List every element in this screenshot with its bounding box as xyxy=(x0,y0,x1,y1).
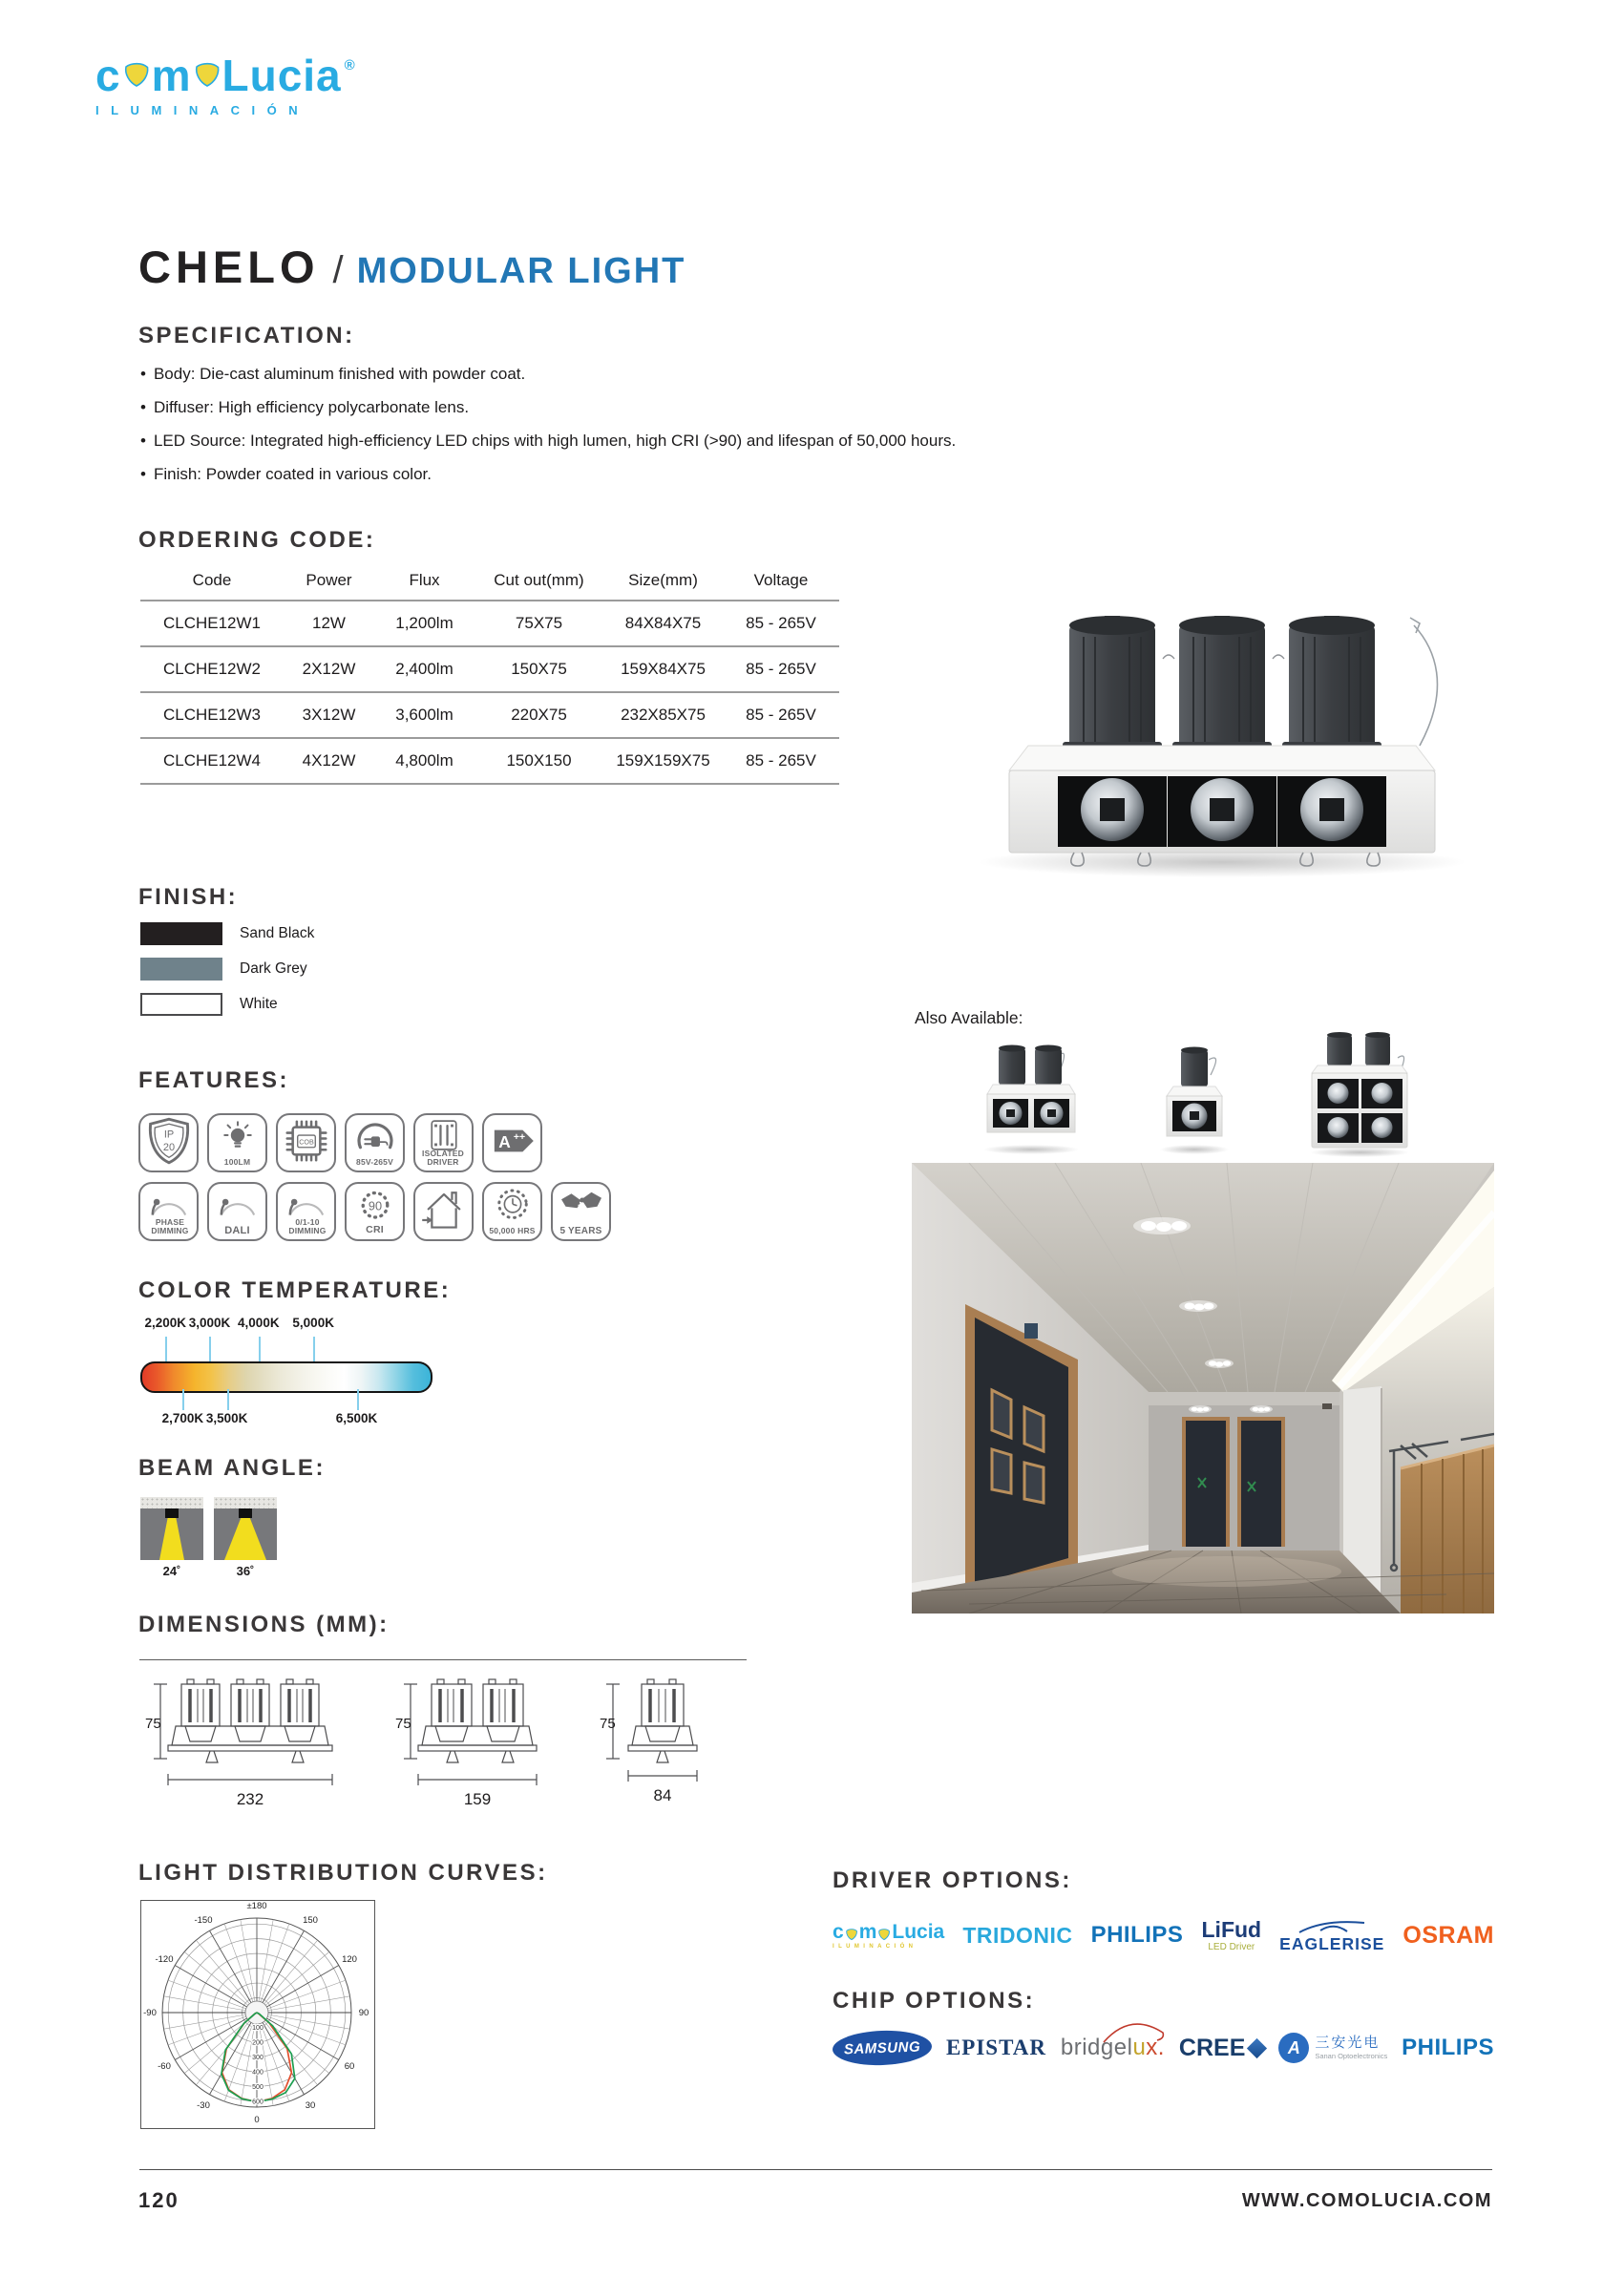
cell: 2,400lm xyxy=(374,646,475,692)
ct-tick xyxy=(227,1389,229,1410)
logo-triangle-icon xyxy=(845,1928,858,1941)
bullet-icon: • xyxy=(140,365,146,383)
product-photo-2-module xyxy=(976,1041,1086,1157)
bullet-icon: • xyxy=(140,432,146,450)
feature-energy-class xyxy=(482,1113,542,1172)
feature-phase-dimming xyxy=(138,1182,199,1241)
cell: 3,600lm xyxy=(374,692,475,738)
ct-label: 2,700K xyxy=(161,1411,204,1425)
ordering-code-heading: ORDERING CODE: xyxy=(138,527,376,553)
logo-letter: c xyxy=(95,51,121,100)
cell: 159X159X75 xyxy=(603,738,723,784)
lifespan-clock-icon xyxy=(495,1188,531,1222)
cell: 4X12W xyxy=(284,738,374,784)
cell: 84X84X75 xyxy=(603,601,723,646)
ct-label: 4,000K xyxy=(238,1316,280,1330)
logo-word: CREE xyxy=(1178,2034,1246,2061)
feature-100lm xyxy=(207,1113,267,1172)
color-temperature-heading: COLOR TEMPERATURE: xyxy=(138,1277,452,1303)
features-row-2 xyxy=(138,1182,611,1241)
spec-text: LED Source: Integrated high-efficiency LED chips with high lumen, high CRI (>90) and lifespan of 50,000 hours. xyxy=(153,432,957,450)
samsung-logo xyxy=(832,2029,932,2067)
polar-chart xyxy=(141,1901,373,2127)
table-header-row xyxy=(140,565,839,601)
col-flux: Flux xyxy=(409,571,440,589)
beam-tile-36 xyxy=(214,1497,277,1578)
cell: 12W xyxy=(284,601,374,646)
dimming-dial-icon xyxy=(285,1188,328,1216)
svg-text:IP: IP xyxy=(163,1128,174,1141)
col-voltage: Voltage xyxy=(753,571,809,589)
lifud-logo xyxy=(1201,1916,1262,1952)
logo-letter: Lucia xyxy=(892,1920,945,1943)
swatch-row xyxy=(140,922,314,945)
svg-text:120: 120 xyxy=(342,1954,357,1965)
website-url: WWW.COMOLUCIA.COM xyxy=(1241,2190,1492,2211)
cell: CLCHE12W3 xyxy=(140,692,284,738)
philips-logo: PHILIPS xyxy=(1402,2035,1494,2060)
logo-letter: c xyxy=(833,1920,844,1943)
swatch-row xyxy=(140,958,314,981)
swatch-white xyxy=(140,993,222,1016)
feature-label: PHASE DIMMING xyxy=(151,1216,189,1236)
cree-logo xyxy=(1179,2035,1264,2062)
svg-text:75: 75 xyxy=(395,1716,411,1732)
beam-angle-tiles xyxy=(140,1497,277,1578)
svg-text:++: ++ xyxy=(513,1132,525,1144)
feature-lifespan xyxy=(482,1182,542,1241)
ceiling-strip xyxy=(140,1497,203,1508)
ct-tick xyxy=(259,1337,261,1361)
cell: CLCHE12W1 xyxy=(140,601,284,646)
ct-tick xyxy=(357,1389,359,1410)
spec-text: Finish: Powder coated in various color. xyxy=(153,465,432,483)
cell: 150X150 xyxy=(475,738,603,784)
philips-logo: PHILIPS xyxy=(1090,1922,1184,1948)
comolucia-logo xyxy=(833,1922,944,1950)
product-photo-3-module xyxy=(969,568,1480,888)
swatch-sand-black xyxy=(140,922,222,945)
logo-word: SAMSUNG xyxy=(843,2038,921,2057)
drawing-1-module xyxy=(600,1673,728,1816)
finish-heading: FINISH: xyxy=(138,884,239,910)
specification-heading: SPECIFICATION: xyxy=(138,323,355,348)
feature-label: 50,000 HRS xyxy=(489,1226,536,1236)
feature-label: 85V-265V xyxy=(356,1157,393,1168)
cell: CLCHE12W2 xyxy=(140,646,284,692)
dimensions-heading: DIMENSIONS (MM): xyxy=(138,1612,390,1637)
feature-label: DALI xyxy=(224,1224,250,1236)
ip20-shield-icon xyxy=(143,1115,195,1167)
svg-text:300: 300 xyxy=(252,2054,264,2061)
also-available-label: Also Available: xyxy=(915,1008,1023,1027)
svg-text:20: 20 xyxy=(162,1142,175,1154)
svg-text:90: 90 xyxy=(368,1198,382,1213)
feature-dali xyxy=(207,1182,267,1241)
svg-text:30: 30 xyxy=(305,2099,316,2111)
dimensions-rule xyxy=(139,1659,747,1660)
logo-letter: m xyxy=(858,1920,877,1943)
table-row xyxy=(140,692,839,738)
col-cutout: Cut out(mm) xyxy=(494,571,584,589)
cell: 1,200lm xyxy=(374,601,475,646)
drawing-3-module xyxy=(143,1673,363,1816)
logo-letter: m xyxy=(151,51,192,100)
cell: 2X12W xyxy=(284,646,374,692)
spec-text: Body: Die-cast aluminum finished with powder coat. xyxy=(153,365,526,383)
cell: 3X12W xyxy=(284,692,374,738)
logo-letter: Lucia xyxy=(221,51,342,100)
indoor-house-icon xyxy=(418,1184,470,1235)
ct-label: 3,500K xyxy=(205,1411,248,1425)
svg-text:-150: -150 xyxy=(194,1915,213,1927)
svg-text:84: 84 xyxy=(653,1786,672,1804)
logo-part: u xyxy=(1132,2035,1147,2060)
col-size: Size(mm) xyxy=(628,571,698,589)
energy-class-icon xyxy=(486,1115,539,1167)
svg-text:100: 100 xyxy=(252,2024,264,2032)
svg-text:COB: COB xyxy=(298,1138,314,1147)
ct-tick xyxy=(182,1389,184,1410)
table-row xyxy=(140,738,839,784)
light-distribution-chart xyxy=(140,1900,375,2129)
cell: 85 - 265V xyxy=(723,646,839,692)
tridonic-logo: TRIDONIC xyxy=(962,1922,1073,1948)
eaglerise-logo xyxy=(1279,1917,1384,1954)
col-code: Code xyxy=(192,571,232,589)
ct-label: 2,200K xyxy=(144,1316,187,1330)
lumen-bulb-icon xyxy=(218,1119,258,1155)
spec-bullet xyxy=(140,365,956,384)
feature-voltage xyxy=(345,1113,405,1172)
cell: 4,800lm xyxy=(374,738,475,784)
cell: CLCHE12W4 xyxy=(140,738,284,784)
product-photo-4-module xyxy=(1298,1031,1421,1159)
beam-scene xyxy=(140,1497,203,1560)
beam-tile-24 xyxy=(140,1497,203,1578)
table-row xyxy=(140,601,839,646)
ct-tick xyxy=(165,1337,167,1361)
swatch-label: White xyxy=(240,996,278,1012)
swatch-label: Sand Black xyxy=(240,925,315,941)
swatch-label: Dark Grey xyxy=(240,960,307,977)
svg-text:-60: -60 xyxy=(158,2061,171,2072)
svg-text:60: 60 xyxy=(344,2061,355,2072)
sanan-circle-icon: A xyxy=(1278,2033,1309,2063)
svg-text:232: 232 xyxy=(236,1790,264,1808)
svg-text:-30: -30 xyxy=(197,2099,210,2111)
svg-text:500: 500 xyxy=(252,2083,264,2091)
feature-0-1-10-dimming xyxy=(276,1182,336,1241)
ceiling-strip xyxy=(214,1497,277,1508)
cell: 220X75 xyxy=(475,692,603,738)
bridgelux-logo xyxy=(1061,2035,1165,2061)
logo-tagline: ILUMINACIÓN xyxy=(833,1943,917,1950)
footer-rule xyxy=(139,2169,1492,2170)
light-distribution-heading: LIGHT DISTRIBUTION CURVES: xyxy=(138,1860,548,1886)
page-number: 120 xyxy=(138,2188,179,2212)
cri-icon xyxy=(355,1188,395,1224)
product-name: CHELO xyxy=(138,242,320,292)
feature-cob xyxy=(276,1113,336,1172)
logo-triangle-icon xyxy=(877,1928,891,1941)
cree-diamond-icon xyxy=(1247,2037,1267,2057)
spec-bullet xyxy=(140,398,956,417)
svg-text:-90: -90 xyxy=(143,2008,157,2018)
chip-options-heading: CHIP OPTIONS: xyxy=(833,1988,1036,2014)
spec-bullet xyxy=(140,432,956,451)
finish-swatches xyxy=(140,922,314,1028)
ct-tick xyxy=(313,1337,315,1361)
ct-label: 5,000K xyxy=(292,1316,334,1330)
chip-logos-row xyxy=(833,2024,1494,2072)
logo-part: l xyxy=(1127,2035,1133,2060)
product-photo-1-module xyxy=(1155,1043,1234,1157)
fixture-square xyxy=(165,1508,179,1518)
ordering-table xyxy=(140,565,839,785)
ct-label: 6,500K xyxy=(335,1411,378,1425)
svg-text:-120: -120 xyxy=(155,1954,174,1965)
svg-text:90: 90 xyxy=(358,2008,369,2018)
feature-label: 5 YEARS xyxy=(559,1225,602,1236)
spec-text: Diffuser: High efficiency polycarbonate lens. xyxy=(153,398,470,416)
driver-logos-row xyxy=(833,1908,1494,1963)
isolated-driver-icon xyxy=(428,1119,460,1151)
eagle-swoosh-icon xyxy=(1296,1917,1368,1934)
dimension-drawings xyxy=(143,1673,728,1816)
bullet-icon: • xyxy=(140,465,146,483)
logo-word: LiFud xyxy=(1201,1916,1262,1942)
drawing-2-module xyxy=(395,1673,567,1816)
features-row-1 xyxy=(138,1113,542,1172)
driver-options-heading: DRIVER OPTIONS: xyxy=(833,1867,1072,1893)
svg-text:A: A xyxy=(497,1131,511,1151)
feature-ip20 xyxy=(138,1113,199,1172)
svg-text:75: 75 xyxy=(145,1716,161,1732)
osram-logo: OSRAM xyxy=(1403,1921,1494,1949)
page-title xyxy=(138,241,685,293)
ct-label: 3,000K xyxy=(188,1316,231,1330)
cob-chip-icon xyxy=(281,1115,332,1167)
logo-part: bridge xyxy=(1060,2035,1128,2060)
svg-text:0: 0 xyxy=(254,2115,260,2125)
svg-text:±180: ±180 xyxy=(246,1901,267,1911)
brand-logo xyxy=(95,52,356,117)
swatch-row xyxy=(140,993,314,1016)
ct-tick xyxy=(209,1337,211,1361)
beam-angle-heading: BEAM ANGLE: xyxy=(138,1455,326,1481)
warranty-handshake-icon xyxy=(559,1188,604,1218)
logo-triangle-icon xyxy=(122,52,151,95)
product-category: MODULAR LIGHT xyxy=(356,251,686,291)
epistar-logo: EPISTAR xyxy=(945,2035,1046,2059)
feature-label: CRI xyxy=(366,1224,384,1236)
feature-warranty xyxy=(551,1182,611,1241)
bridgelux-arc-icon xyxy=(1102,2019,1169,2044)
svg-text:150: 150 xyxy=(303,1915,318,1927)
cell: 75X75 xyxy=(475,601,603,646)
beam-scene xyxy=(214,1497,277,1560)
feature-isolated-driver xyxy=(413,1113,474,1172)
svg-text:159: 159 xyxy=(463,1790,492,1808)
dimming-dial-icon xyxy=(216,1188,260,1216)
cell: 85 - 265V xyxy=(723,692,839,738)
svg-text:600: 600 xyxy=(252,2099,264,2106)
svg-text:200: 200 xyxy=(252,2039,264,2047)
feature-label: ISOLATED DRIVER xyxy=(422,1148,464,1168)
cell: 85 - 265V xyxy=(723,601,839,646)
feature-cri xyxy=(345,1182,405,1241)
features-heading: FEATURES: xyxy=(138,1067,290,1093)
cell: 232X85X75 xyxy=(603,692,723,738)
cell: 159X84X75 xyxy=(603,646,723,692)
logo-word: 三安光电 xyxy=(1315,2035,1381,2052)
bullet-icon: • xyxy=(140,398,146,416)
beam-angle-value: 36˚ xyxy=(236,1564,255,1578)
swatch-dark-grey xyxy=(140,958,222,981)
sanan-logo xyxy=(1278,2033,1387,2063)
application-photo-hallway xyxy=(912,1163,1494,1614)
logo-word: EAGLERISE xyxy=(1279,1933,1385,1953)
logo-sub: LED Driver xyxy=(1208,1941,1255,1952)
title-separator: / xyxy=(332,249,344,291)
cell: 85 - 265V xyxy=(723,738,839,784)
brand-tagline: ILUMINACIÓN xyxy=(95,103,310,117)
svg-text:400: 400 xyxy=(252,2069,264,2077)
registered-mark: ® xyxy=(344,57,356,74)
brand-wordmark xyxy=(95,51,356,100)
dimming-dial-icon xyxy=(147,1188,191,1216)
svg-text:75: 75 xyxy=(600,1716,616,1732)
cell: 150X75 xyxy=(475,646,603,692)
feature-indoor xyxy=(413,1182,474,1241)
logo-sub: Sanan Optoelectronics xyxy=(1315,2051,1388,2060)
col-power: Power xyxy=(306,571,352,589)
logo-triangle-icon xyxy=(193,52,221,95)
fixture-square xyxy=(239,1508,252,1518)
logo-part: x. xyxy=(1146,2035,1165,2060)
spec-bullet xyxy=(140,465,956,484)
feature-label: 0/1-10 DIMMING xyxy=(288,1216,327,1236)
specification-list xyxy=(140,365,956,498)
voltage-plug-icon xyxy=(353,1119,397,1151)
beam-angle-value: 24˚ xyxy=(162,1564,181,1578)
table-row xyxy=(140,646,839,692)
color-temperature-scale xyxy=(140,1316,429,1432)
feature-label: 100LM xyxy=(223,1157,251,1168)
